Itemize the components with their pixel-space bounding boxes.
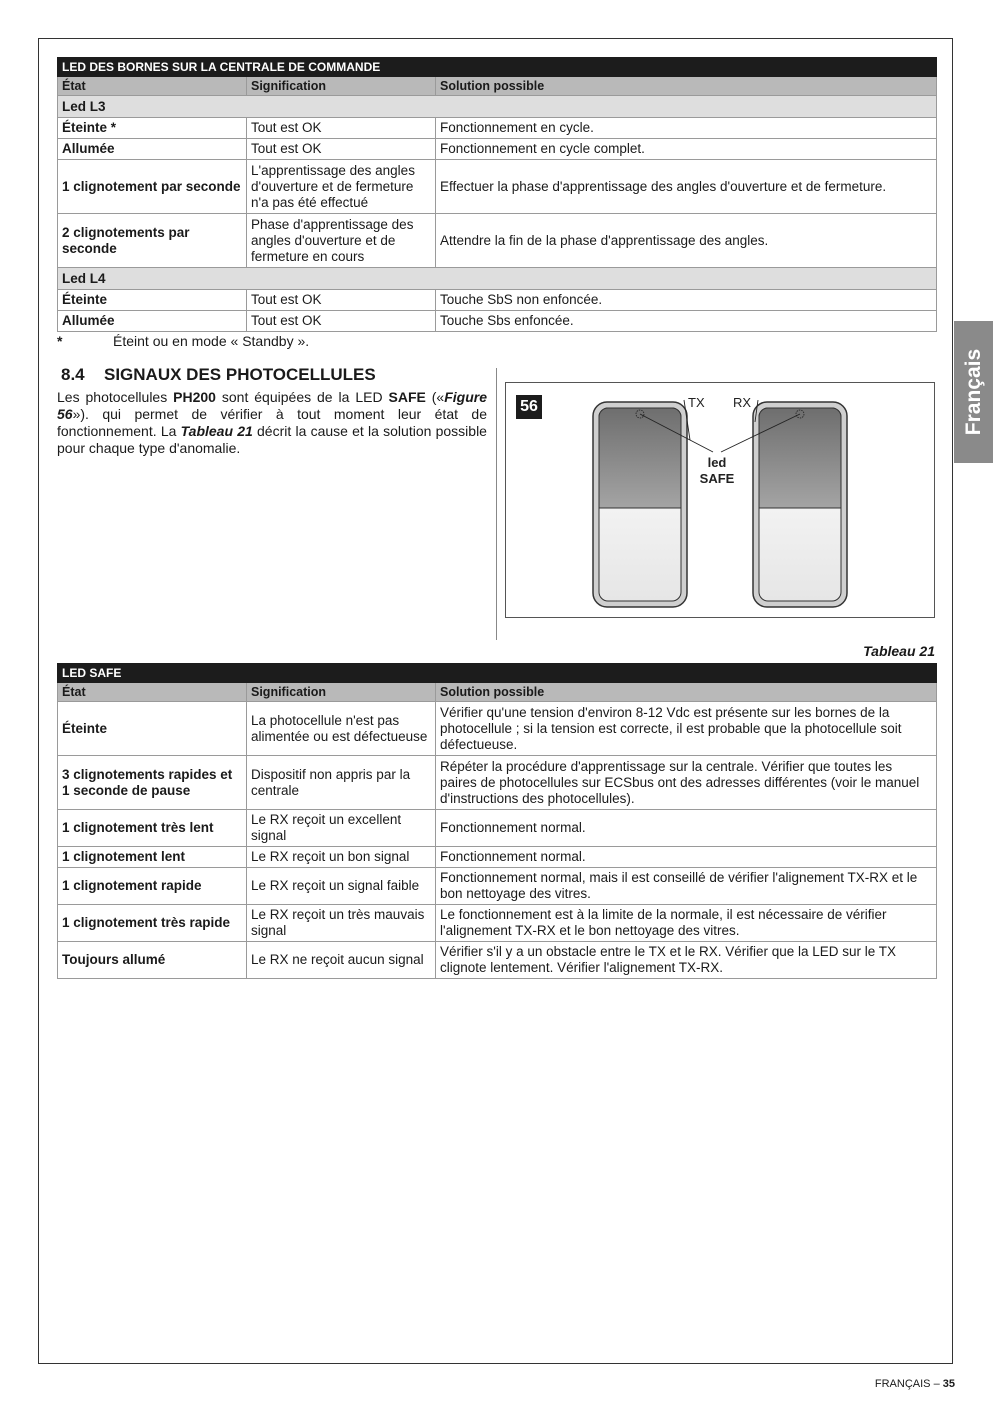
language-tab-label: Français — [961, 348, 985, 436]
group-led-l4: Led L4 — [58, 268, 937, 290]
para-table-ref: Tableau 21 — [180, 423, 253, 439]
row-meaning: Le RX reçoit un signal faible — [247, 868, 436, 905]
header-signification: Signification — [247, 683, 436, 702]
row-meaning: Le RX reçoit un très mauvais signal — [247, 905, 436, 942]
table-row — [58, 118, 937, 139]
table-row — [58, 868, 937, 905]
group-led-l3: Led L3 — [58, 96, 937, 118]
table-row — [58, 810, 937, 847]
table-row — [58, 160, 937, 214]
table-title: LED SAFE — [58, 664, 937, 683]
row-solution: Fonctionnement normal, mais il est conseillé de vérifier l'alignement TX-RX et le bon nettoyage des vitres. — [436, 868, 937, 905]
row-solution: Fonctionnement normal. — [436, 847, 937, 868]
figure-number: 56 — [516, 395, 542, 419]
row-solution: Vérifier s'il y a un obstacle entre le TX et le RX. Vérifier que la LED sur le TX clignote lentement. Vérifier l'alignement TX-RX. — [436, 942, 937, 979]
header-etat: État — [58, 77, 247, 96]
footnote-text: Éteint ou en mode « Standby ». — [113, 333, 310, 349]
row-state: 2 clignotements par seconde — [58, 214, 247, 268]
table-row — [58, 139, 937, 160]
row-meaning: Tout est OK — [247, 139, 436, 160]
table-led-safe — [57, 663, 937, 979]
header-solution: Solution possible — [436, 683, 937, 702]
row-state: 1 clignotement très rapide — [58, 905, 247, 942]
row-meaning: Tout est OK — [247, 290, 436, 311]
header-etat: État — [58, 683, 247, 702]
row-solution: Touche Sbs enfoncée. — [436, 311, 937, 332]
tx-photocell — [593, 402, 687, 607]
row-state: 1 clignotement rapide — [58, 868, 247, 905]
photocell-illustration — [505, 382, 935, 618]
table-caption: Tableau 21 — [863, 643, 935, 659]
row-meaning: Le RX reçoit un excellent signal — [247, 810, 436, 847]
row-solution: Fonctionnement en cycle complet. — [436, 139, 937, 160]
row-meaning: L'apprentissage des angles d'ouverture et de fermeture n'a pas été effectué — [247, 160, 436, 214]
row-state: Éteinte — [58, 702, 247, 756]
row-state: Allumée — [58, 139, 247, 160]
language-tab — [954, 321, 993, 463]
row-state: Éteinte * — [58, 118, 247, 139]
table-row — [58, 905, 937, 942]
row-state: Éteinte — [58, 290, 247, 311]
table-row — [58, 311, 937, 332]
table-row — [58, 214, 937, 268]
row-state: 3 clignotements rapides et 1 seconde de pause — [58, 756, 247, 810]
footnote — [57, 333, 309, 349]
row-solution: Répéter la procédure d'apprentissage sur la centrale. Vérifier que toutes les paires de photocellules sur ECSbus ont des adresses différentes (voir le manuel d'instructions des photocellules). — [436, 756, 937, 810]
row-state: 1 clignotement par seconde — [58, 160, 247, 214]
row-solution: Fonctionnement en cycle. — [436, 118, 937, 139]
row-state: 1 clignotement très lent — [58, 810, 247, 847]
row-meaning: Le RX reçoit un bon signal — [247, 847, 436, 868]
para-text: (« — [425, 389, 445, 405]
table-title: LED DES BORNES SUR LA CENTRALE DE COMMANDE — [58, 58, 937, 77]
page-number: 35 — [942, 1378, 955, 1390]
section-paragraph — [57, 389, 487, 457]
para-led: SAFE — [388, 389, 426, 405]
para-product: PH200 — [173, 389, 216, 405]
row-meaning: Le RX ne reçoit aucun signal — [247, 942, 436, 979]
section-number: 8.4 — [61, 365, 85, 384]
row-state: Toujours allumé — [58, 942, 247, 979]
header-solution: Solution possible — [436, 77, 937, 96]
row-solution: Fonctionnement normal. — [436, 810, 937, 847]
row-meaning: Tout est OK — [247, 311, 436, 332]
row-solution: Effectuer la phase d'apprentissage des angles d'ouverture et de fermeture. — [436, 160, 937, 214]
page-footer — [875, 1378, 955, 1390]
rx-photocell — [753, 402, 847, 607]
safe-label: SAFE — [699, 471, 735, 486]
column-divider — [496, 368, 497, 640]
para-text: Les photocellules — [57, 389, 174, 405]
para-text: sont équipées de la LED — [215, 389, 389, 405]
row-solution: Attendre la fin de la phase d'apprentissage des angles. — [436, 214, 937, 268]
row-solution: Le fonctionnement est à la limite de la normale, il est nécessaire de vérifier l'alignement TX-RX et le bon nettoyage des vitres. — [436, 905, 937, 942]
table-row — [58, 756, 937, 810]
para-text: décrit la cause et la solution possible pour chaque type d'anomalie. — [57, 423, 487, 456]
table-led-bornes — [57, 57, 937, 332]
row-state: Allumée — [58, 311, 247, 332]
section-heading — [61, 365, 376, 385]
footer-label: FRANÇAIS – — [874, 1378, 943, 1390]
para-figure-ref: Figure 56 — [57, 389, 487, 422]
footnote-mark: * — [57, 333, 63, 349]
table-row — [58, 290, 937, 311]
rx-label: RX — [733, 395, 752, 410]
header-signification: Signification — [247, 77, 436, 96]
row-meaning: Tout est OK — [247, 118, 436, 139]
row-meaning: La photocellule n'est pas alimentée ou est défectueuse — [247, 702, 436, 756]
table-row — [58, 702, 937, 756]
row-state: 1 clignotement lent — [58, 847, 247, 868]
row-solution: Touche SbS non enfoncée. — [436, 290, 937, 311]
table-row — [58, 942, 937, 979]
row-meaning: Phase d'apprentissage des angles d'ouverture et de fermeture en cours — [247, 214, 436, 268]
table-row — [58, 847, 937, 868]
row-solution: Vérifier qu'une tension d'environ 8-12 Vdc est présente sur les bornes de la photocellule ; si la tension est correcte, il est probable que la photocellule soit défectueuse. — [436, 702, 937, 756]
section-title: SIGNAUX DES PHOTOCELLULES — [104, 365, 376, 384]
led-label: led — [707, 455, 727, 470]
tx-label: TX — [688, 395, 705, 410]
para-text: »). qui permet de vérifier à tout moment leur état de fonctionnement. La — [57, 406, 487, 439]
row-meaning: Dispositif non appris par la centrale — [247, 756, 436, 810]
